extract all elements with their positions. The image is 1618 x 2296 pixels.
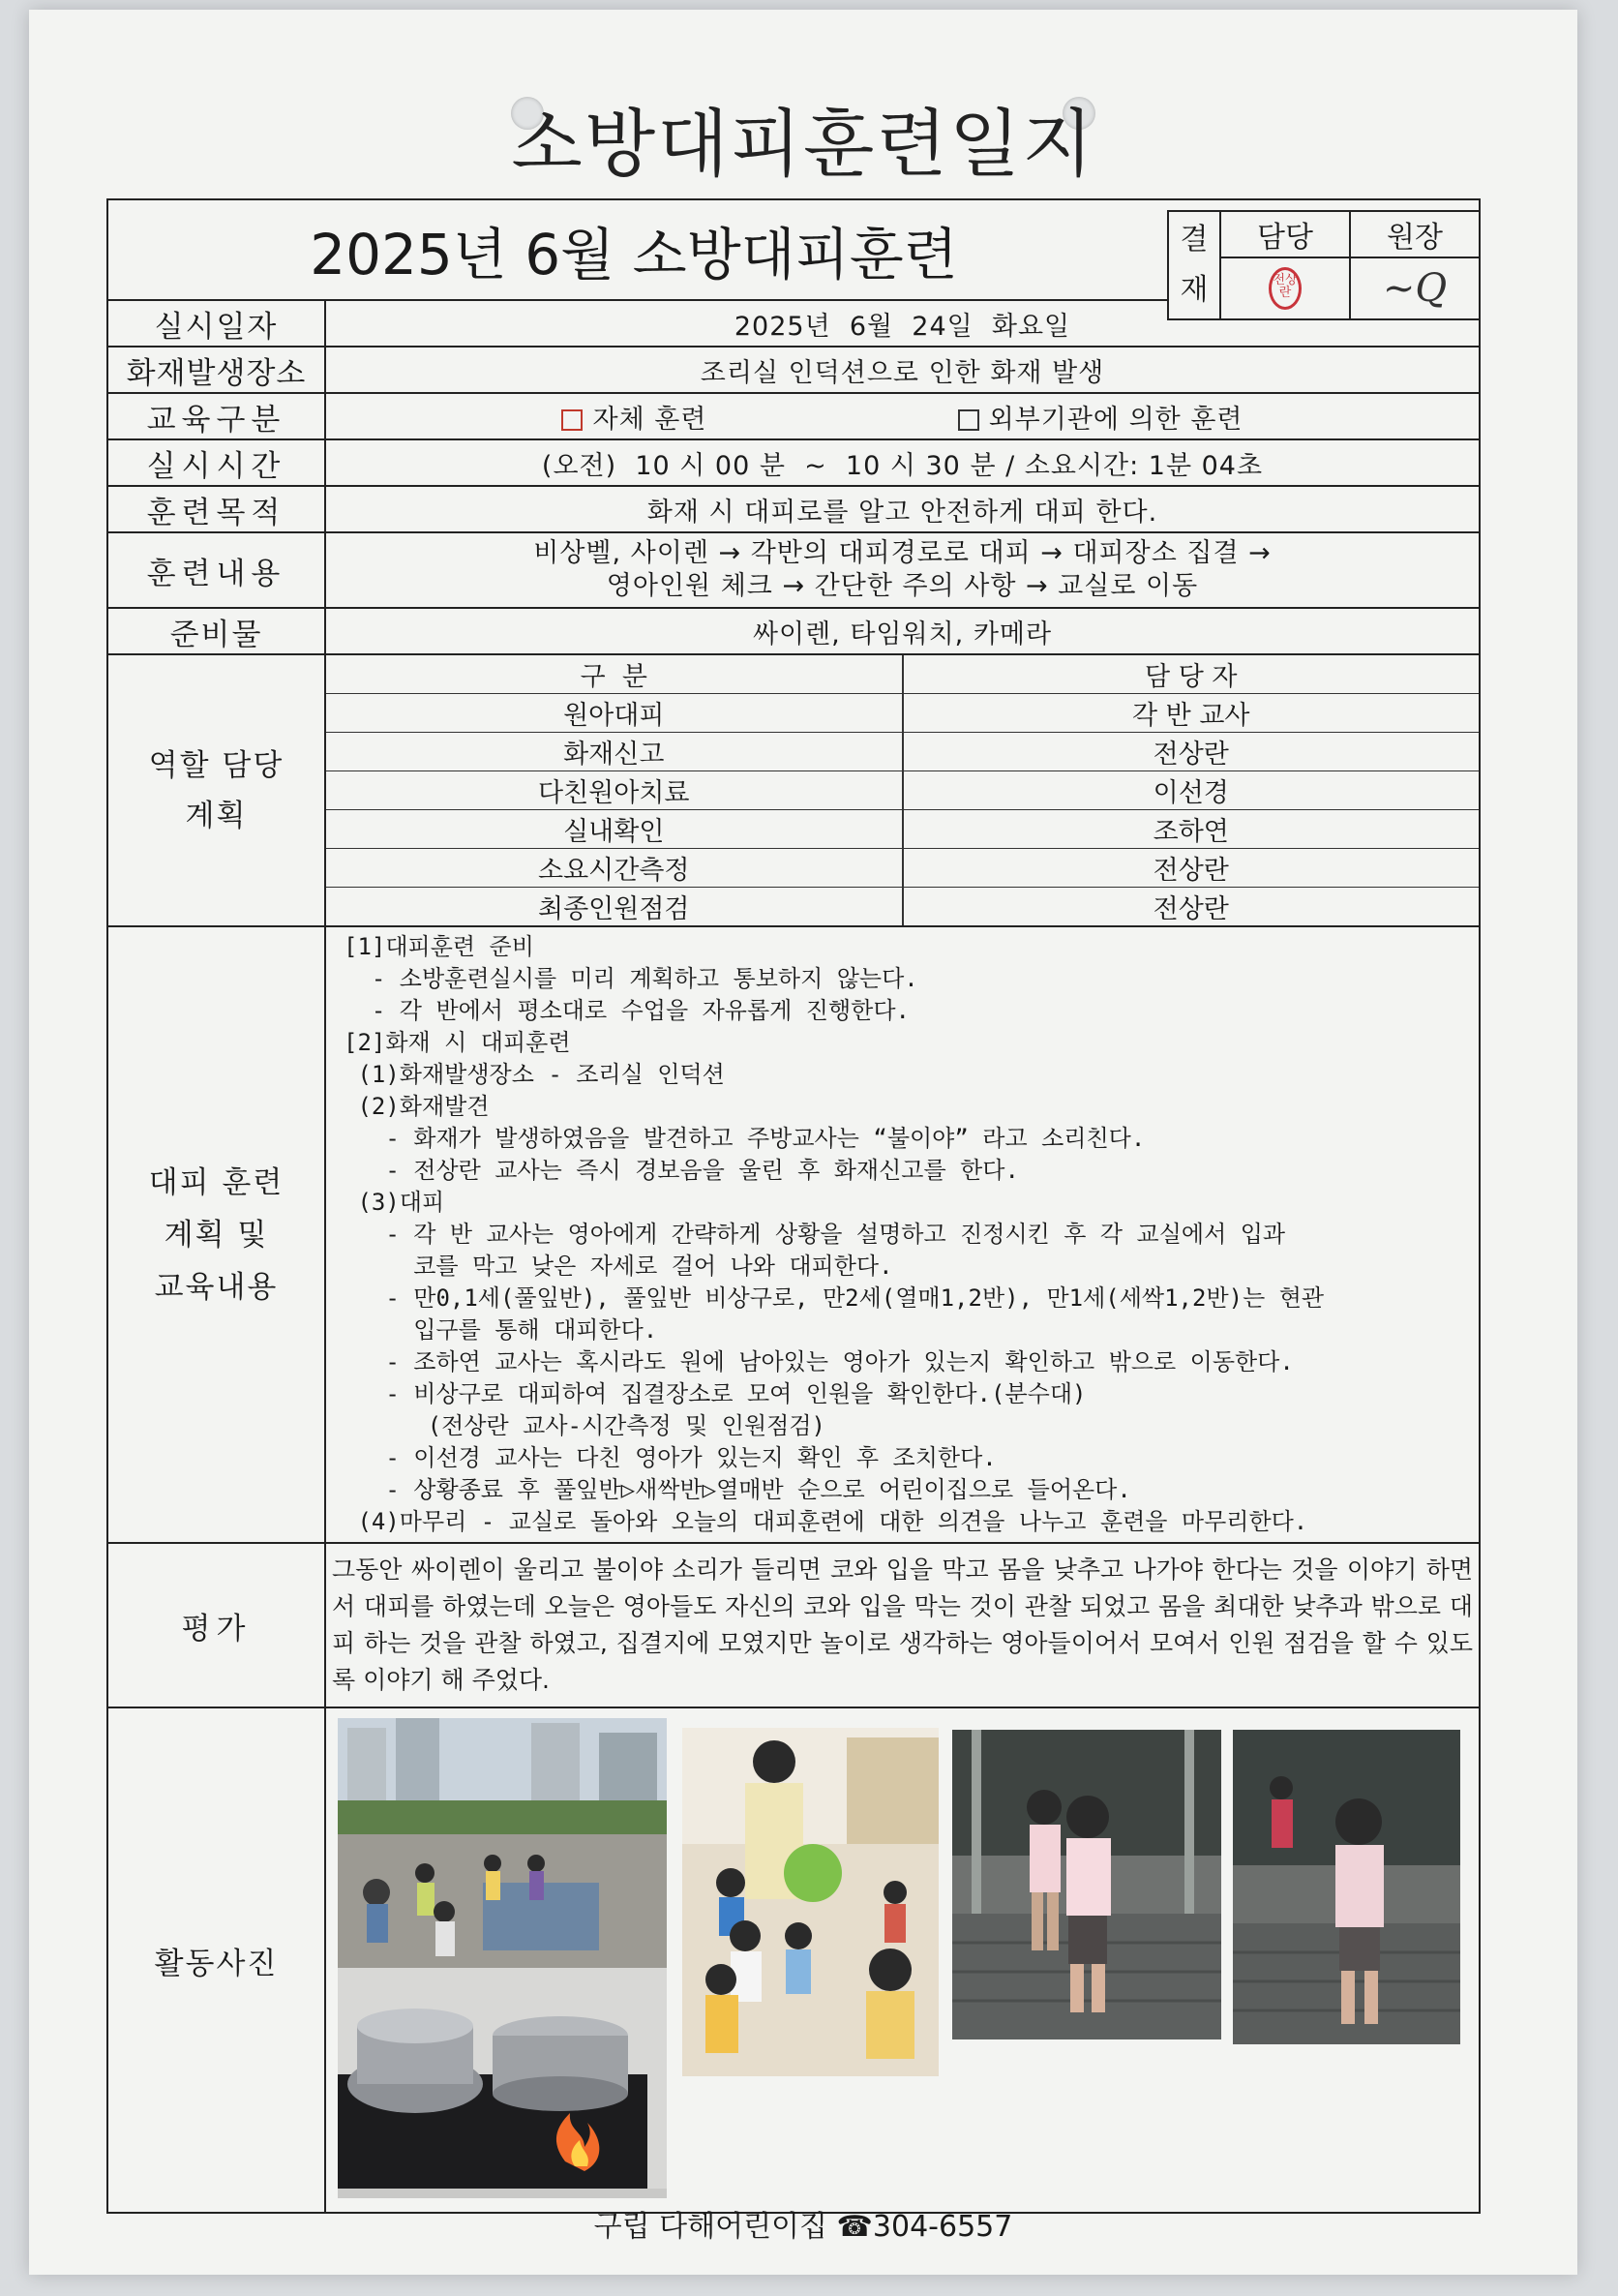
plan-line: 코를 막고 낮은 자세로 걸어 나와 대피한다. [344, 1253, 893, 1280]
table-row: 화재신고 전상란 [326, 733, 1479, 771]
report-title: 2025년 6월 소방대피훈련 [310, 222, 958, 287]
approval-col-staff: 담당 [1220, 211, 1350, 257]
table-row: 최종인원점검 전상란 [326, 888, 1479, 926]
plan-line: - 조하연 교사는 혹시라도 원에 남아있는 영아가 있는지 확인하고 밖으로 이동한다. [344, 1348, 1294, 1375]
staff-stamp-cell [1220, 257, 1350, 319]
edu-type-value: 자체 훈련 외부기관에 의한 훈련 [325, 393, 1480, 439]
photo-area [326, 1708, 1479, 2212]
plan-line: - 전상란 교사는 즉시 경보음을 울린 후 화재신고를 한다. [344, 1157, 1019, 1184]
content-label: 훈련내용 [107, 532, 325, 608]
classroom-evacuation-photo [682, 1728, 939, 2076]
roles-header-person: 담 당 자 [1145, 662, 1238, 692]
plan-line: - 이선경 교사는 다친 영아가 있는지 확인 후 조치한다. [344, 1444, 997, 1471]
date-value: 2025년 6월 24일 화요일 [325, 300, 1480, 347]
footer-contact: 구립 다해어린이집 ☎304-6557 [593, 2210, 1013, 2244]
evaluation-label: 평가 [107, 1543, 325, 1707]
approval-col-director: 원장 [1350, 211, 1480, 257]
content-value: 비상벨, 사이렌 → 각반의 대피경로로 대피 → 대피장소 집결 → 영아인원 체크 → 간단한 주의 사항 → 교실로 이동 [325, 532, 1480, 608]
plan-line: (4)마무리 - 교실로 돌아와 오늘의 대피훈련에 대한 의견을 나누고 훈련을 마무리한다. [344, 1508, 1308, 1535]
plan-line: (1)화재발생장소 - 조리실 인덕션 [344, 1061, 725, 1088]
roles-header-type: 구 분 [326, 655, 903, 694]
external-training-checkbox[interactable] [958, 409, 979, 431]
place-value: 조리실 인덕션으로 인한 화재 발생 [325, 347, 1480, 393]
roles-table [326, 655, 1479, 925]
table-row: 소요시간측정 전상란 [326, 849, 1479, 888]
evaluation-text: 그동안 싸이렌이 울리고 불이야 소리가 들리면 코와 입을 막고 몸을 낮추고 나가야 한다는 것을 이야기 하면서 대피를 하였는데 오늘은 영아들도 자신의 코와 입을 막는 것이 관찰 되었고 몸을 최대한 낮추과 밖으로 대피 하는 것을 관찰 하였고, 집결지에 모였지만 놀이로 생각하는 영아들이어서 모여서 인원 점검을 할 수 있도록 이야기 해 주었다. [325, 1543, 1480, 1707]
photos-cell [325, 1707, 1480, 2213]
roles-label: 역할 담당 계획 [107, 654, 325, 926]
materials-label: 준비물 [107, 608, 325, 654]
edu-type-label: 교육구분 [107, 393, 325, 439]
table-row: 다친원아치료 이선경 [326, 771, 1479, 810]
plan-line: (3)대피 [344, 1189, 445, 1216]
signature-icon: ~Q [1382, 266, 1448, 311]
time-value: (오전) 10 시 00 분 ~ 10 시 30 분 / 소요시간: 1분 04초 [325, 439, 1480, 486]
plan-line: (2)화재발견 [344, 1093, 490, 1120]
plan-line: - 상황종료 후 풀잎반▷새싹반▷열매반 순으로 어린이집으로 들어온다. [344, 1476, 1131, 1503]
seal-stamp-icon: 전상 란 [1269, 267, 1302, 310]
document-title: 소방대피훈련일지 [511, 101, 1095, 187]
kitchen-stove-photo [338, 1968, 667, 2198]
approval-label: 결 재 [1168, 211, 1220, 319]
plan-line: - 화재가 발생하였음을 발견하고 주방교사는 “불이야” 라고 소리친다. [344, 1125, 1146, 1152]
plan-line: - 각 반에서 평소대로 수업을 자유롭게 진행한다. [344, 997, 910, 1024]
plan-line: [1]대피훈련 준비 [344, 933, 534, 960]
report-table [106, 198, 1481, 2214]
place-label: 화재발생장소 [107, 347, 325, 393]
hallway-girl-photo [1233, 1730, 1460, 2044]
outdoor-evacuation-photo [338, 1718, 667, 1970]
table-row: 실내확인 조하연 [326, 810, 1479, 849]
plan-line: - 비상구로 대피하여 집결장소로 모여 인원을 확인한다.(분수대) [344, 1380, 1087, 1407]
plan-line: - 각 반 교사는 영아에게 간략하게 상황을 설명하고 진정시킨 후 각 교실에서 입과 [344, 1221, 1286, 1248]
table-row: 원아대피 각 반 교사 [326, 694, 1479, 733]
materials-value: 싸이렌, 타임워치, 카메라 [325, 608, 1480, 654]
photos-label: 활동사진 [107, 1707, 325, 2213]
plan-line: [2]화재 시 대피훈련 [344, 1029, 571, 1056]
purpose-label: 훈련목적 [107, 486, 325, 532]
self-training-checkbox[interactable] [561, 409, 583, 431]
hallway-children-photo [952, 1730, 1221, 2039]
time-label: 실시시간 [107, 439, 325, 486]
roles-cell [325, 654, 1480, 926]
plan-line: (전상란 교사-시간측정 및 인원점검) [344, 1412, 825, 1439]
plan-content [325, 926, 1480, 1543]
approval-box [1167, 210, 1481, 320]
plan-label: 대피 훈련 계획 및 교육내용 [107, 926, 325, 1543]
date-label: 실시일자 [107, 300, 325, 347]
plan-line: 입구를 통해 대피한다. [344, 1316, 658, 1344]
plan-line: - 만0,1세(풀잎반), 풀잎반 비상구로, 만2세(열매1,2반), 만1세(세싹1,2반)는 현관 [344, 1284, 1325, 1312]
purpose-value: 화재 시 대피로를 알고 안전하게 대피 한다. [325, 486, 1480, 532]
plan-line: - 소방훈련실시를 미리 계획하고 통보하지 않는다. [344, 965, 918, 992]
document-page [29, 10, 1577, 2275]
director-signature-cell [1350, 257, 1480, 319]
header-cell [107, 199, 1480, 311]
